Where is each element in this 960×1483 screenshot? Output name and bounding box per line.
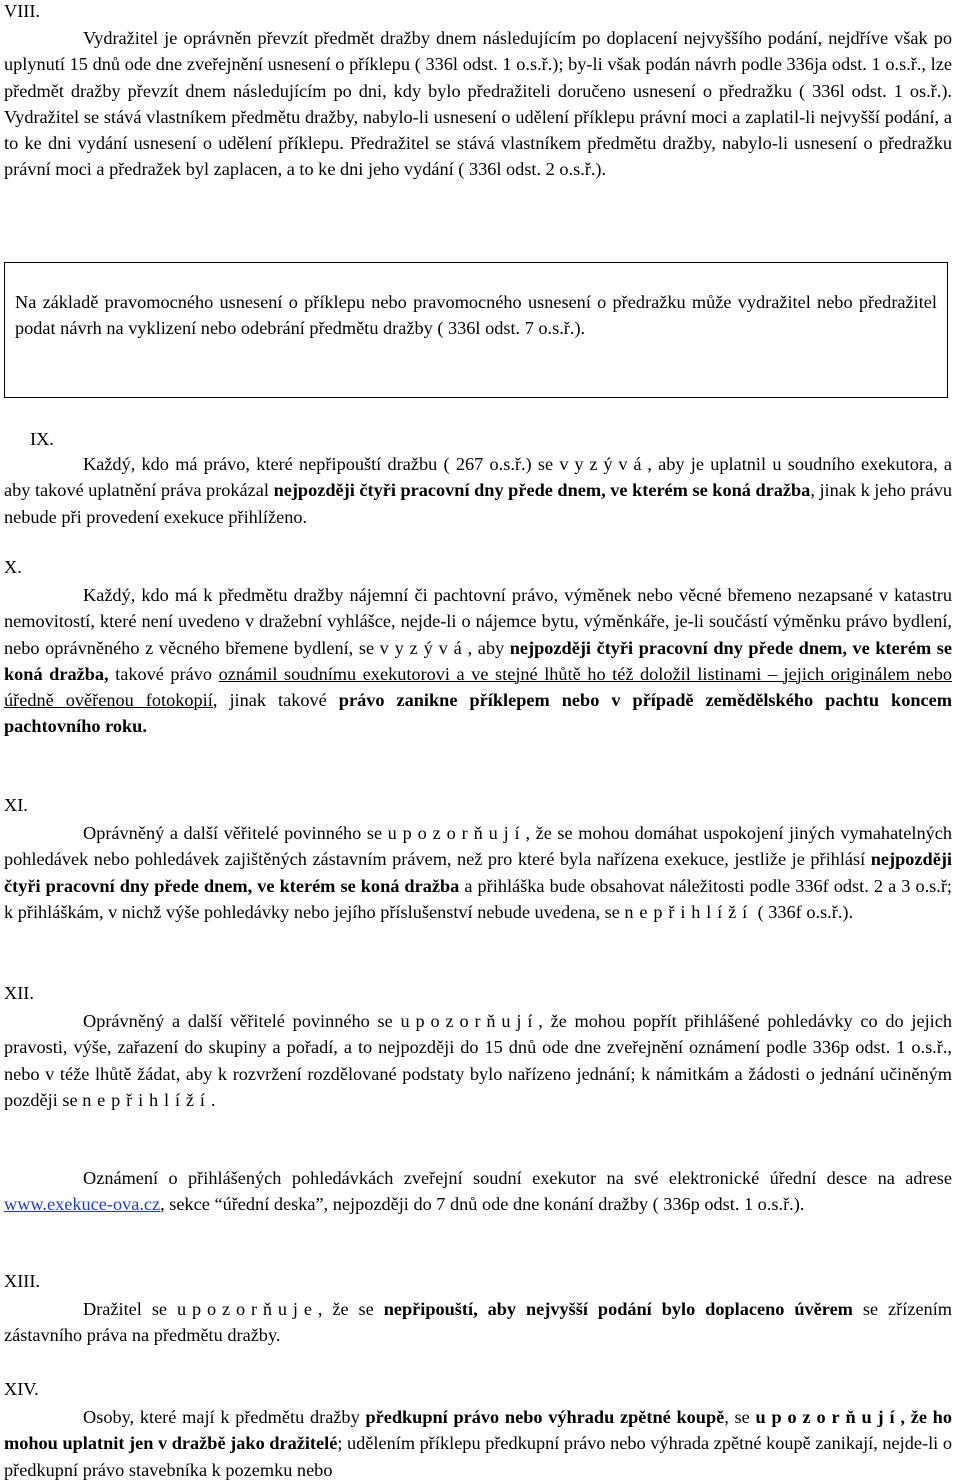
section-heading-xi: XI. [4, 795, 28, 815]
section-xi-text-2: , že se mohou domáhat uspokojení jiných vymahatelných pohledávek nebo pohledávek zajištěných zástavním právem, než pro které byla nařízena exekuce, jestliže je přihlásí [4, 823, 952, 870]
section-ix-text-1: Každý, kdo má právo, které nepřipouští dražbu ( 267 o.s.ř.) se [83, 454, 560, 474]
section-x-text-1: Každý, kdo má k předmětu dražby nájemní či pachtovní právo, výměnek nebo věcné břemeno nezapsané v katastru nemovitostí, které není uvedeno v dražební vyhlášce, nejde-li o nájemce bytu, výměnkáře, je-li součástí výměnku právo bydlení, nebo oprávněného z věcného břemene bydlení, se [4, 585, 952, 658]
section-xiv-text-3: ; udělením příklepu předkupní právo nebo výhrada zpětné koupě zanikají, nejde-li o předkupní právo stavebníka k pozemku nebo [4, 1433, 952, 1480]
section-xiv-paragraph [4, 1404, 952, 1483]
section-xi-text-4: ( 336f o.s.ř.). [753, 901, 854, 922]
auction-bold-text: , že ho mohou uplatnit jen v dražbě jako dražitelé [4, 1407, 952, 1454]
section-viii-paragraph [4, 25, 952, 183]
section-x-text-4: , jinak takové [212, 690, 339, 711]
section-xi-text-1: Oprávněný a další věřitelé povinného se [83, 823, 388, 843]
section-x-paragraph [4, 582, 952, 740]
spaced-word-upozornuji: upozorňují [400, 1011, 539, 1031]
section-xiv-text-1: Osoby, které mají k předmětu dražby [83, 1407, 366, 1427]
notice-box [4, 262, 948, 398]
section-heading-xiii: XIII. [4, 1271, 41, 1291]
spaced-word-vyzyva: vyzývá [559, 454, 648, 474]
section-ix-paragraph [4, 451, 952, 530]
section-xii-text-3: . [210, 1089, 216, 1110]
spaced-word-upozornuji: upozorňují [387, 823, 526, 843]
section-x-text-3: takové právo [108, 663, 219, 684]
prohibition-bold-text: nepřipouští, aby nejvyšší podání bylo doplaceno úvěrem [383, 1299, 853, 1319]
section-xi-paragraph [4, 820, 952, 925]
exekuce-website-link[interactable]: www.exekuce-ova.cz [4, 1194, 161, 1215]
section-heading-viii: VIII. [4, 1, 41, 21]
spaced-word-neprihlizi: nepřihlíží [82, 1089, 211, 1110]
deadline-bold-text: nejpozději čtyři pracovní dny přede dnem, ve kterém se koná dražba [273, 480, 811, 501]
section-xii-paragraph-2 [4, 1165, 952, 1218]
section-xii-paragraph [4, 1008, 952, 1113]
spaced-word-upozornuje: upozorňuje [177, 1299, 318, 1319]
underlined-requirement: oznámil soudnímu exekutorovi a ve stejné lhůtě ho též doložil listinami – jejich originálem nebo úředně ověřenou fotokopií [4, 663, 952, 711]
preemption-bold-text: předkupní právo nebo výhradu zpětné koupě [365, 1407, 725, 1427]
deadline-bold-text: nejpozději čtyři pracovní dny přede dnem, ve kterém se koná dražba, [4, 637, 953, 684]
section-xii-text-5: , sekce “úřední deska”, nejpozději do 7 dnů ode dne konání dražby ( 336p odst. 1 o.s.ř.). [160, 1194, 805, 1215]
section-ix-text-3: , jinak k jeho právu nebude při provedení exekuce přihlíženo. [4, 480, 952, 527]
section-xii-text-4: Oznámení o přihlášených pohledávkách zveřejní soudní exekutor na své elektronické úřední desce na adrese [83, 1168, 952, 1188]
section-x-text-2: , aby [467, 637, 510, 658]
notice-box-text: Na základě pravomocného usnesení o příklepu nebo pravomocného usnesení o předražku může vydražitel nebo předražitel podat návrh na vyklizení nebo odebrání předmětu dražby ( 336l odst. 7 o.s.ř.). [15, 292, 937, 339]
spaced-word-vyzyva: vyzývá [379, 637, 468, 658]
spaced-word-neprihlizi: nepřihlíží [624, 901, 754, 922]
section-xi-text-3: a přihláška bude obsahovat náležitosti podle 336f odst. 2 a 3 o.s.ř; k přihláškám, v nichž výše pohledávky nebo jejího příslušenství nebude uvedena, se [4, 875, 953, 922]
deadline-bold-text: nejpozději čtyři pracovní dny přede dnem, ve kterém se koná dražba [4, 849, 952, 896]
section-xiii-text-1: Dražitel se [83, 1299, 177, 1319]
section-heading-ix: IX. [30, 429, 54, 449]
section-xiv-text-2: , se [724, 1407, 756, 1427]
section-xii-text-1: Oprávněný a další věřitelé povinného se [83, 1011, 401, 1031]
section-viii-text: Vydražitel je oprávněn převzít předmět dražby dnem následujícím po doplacení nejvyššího podání, nejdříve však po uplynutí 15 dnů ode dne zveřejnění usnesení o příklepu ( 336l odst. 1 o.s.ř.); by-li však podán návrh podle 336ja odst. 1 o.s.ř., lze předmět dražby převzít dnem následujícím po dni, kdy bylo předražiteli doručeno usnesení o předražku ( 336l odst. 1 os.ř.). Vydražitel se stává vlastníkem předmětu dražby, nabylo-li usnesení o udělení příklepu právní moci a zaplatil-li nejvyšší podání, a to ke dni vydání usnesení o udělení příklepu. Předražitel se stává vlastníkem předmětu dražby, nabylo-li usnesení o předražku právní moci a předražek byl zaplacen, a to ke dni jeho vydání ( 336l odst. 2 o.s.ř.). [4, 28, 952, 180]
section-xii-text-2: , že mohou popřít přihlášené pohledávky co do jejich pravosti, výše, zařazení do skupiny a pořadí, a to nejpozději do 15 dnů ode dne zveřejnění oznámení podle 336p odst. 1 o.s.ř., nebo v téže lhůtě žádat, aby k rozvržení rozdělované podstaty bylo nařízeno jednání; k námitkám a žádosti o jednání učiněným později se [4, 1011, 952, 1110]
section-xiii-paragraph [4, 1296, 952, 1349]
section-heading-xii: XII. [4, 983, 34, 1003]
section-ix-text-2: , aby je uplatnil u soudního exekutora, a aby takové uplatnění práva prokázal [4, 454, 952, 501]
section-xiii-text-2: , že se [317, 1299, 384, 1319]
consequence-bold-text: právo zanikne příklepem nebo v případě zemědělského pachtu koncem pachtovního roku. [4, 690, 952, 737]
section-heading-xiv: XIV. [4, 1379, 39, 1399]
section-xiii-text-3: se zřízením zástavního práva na předmětu dražby. [4, 1299, 952, 1346]
spaced-word-upozornuji: upozorňují [755, 1407, 901, 1427]
section-heading-x: X. [4, 557, 22, 577]
